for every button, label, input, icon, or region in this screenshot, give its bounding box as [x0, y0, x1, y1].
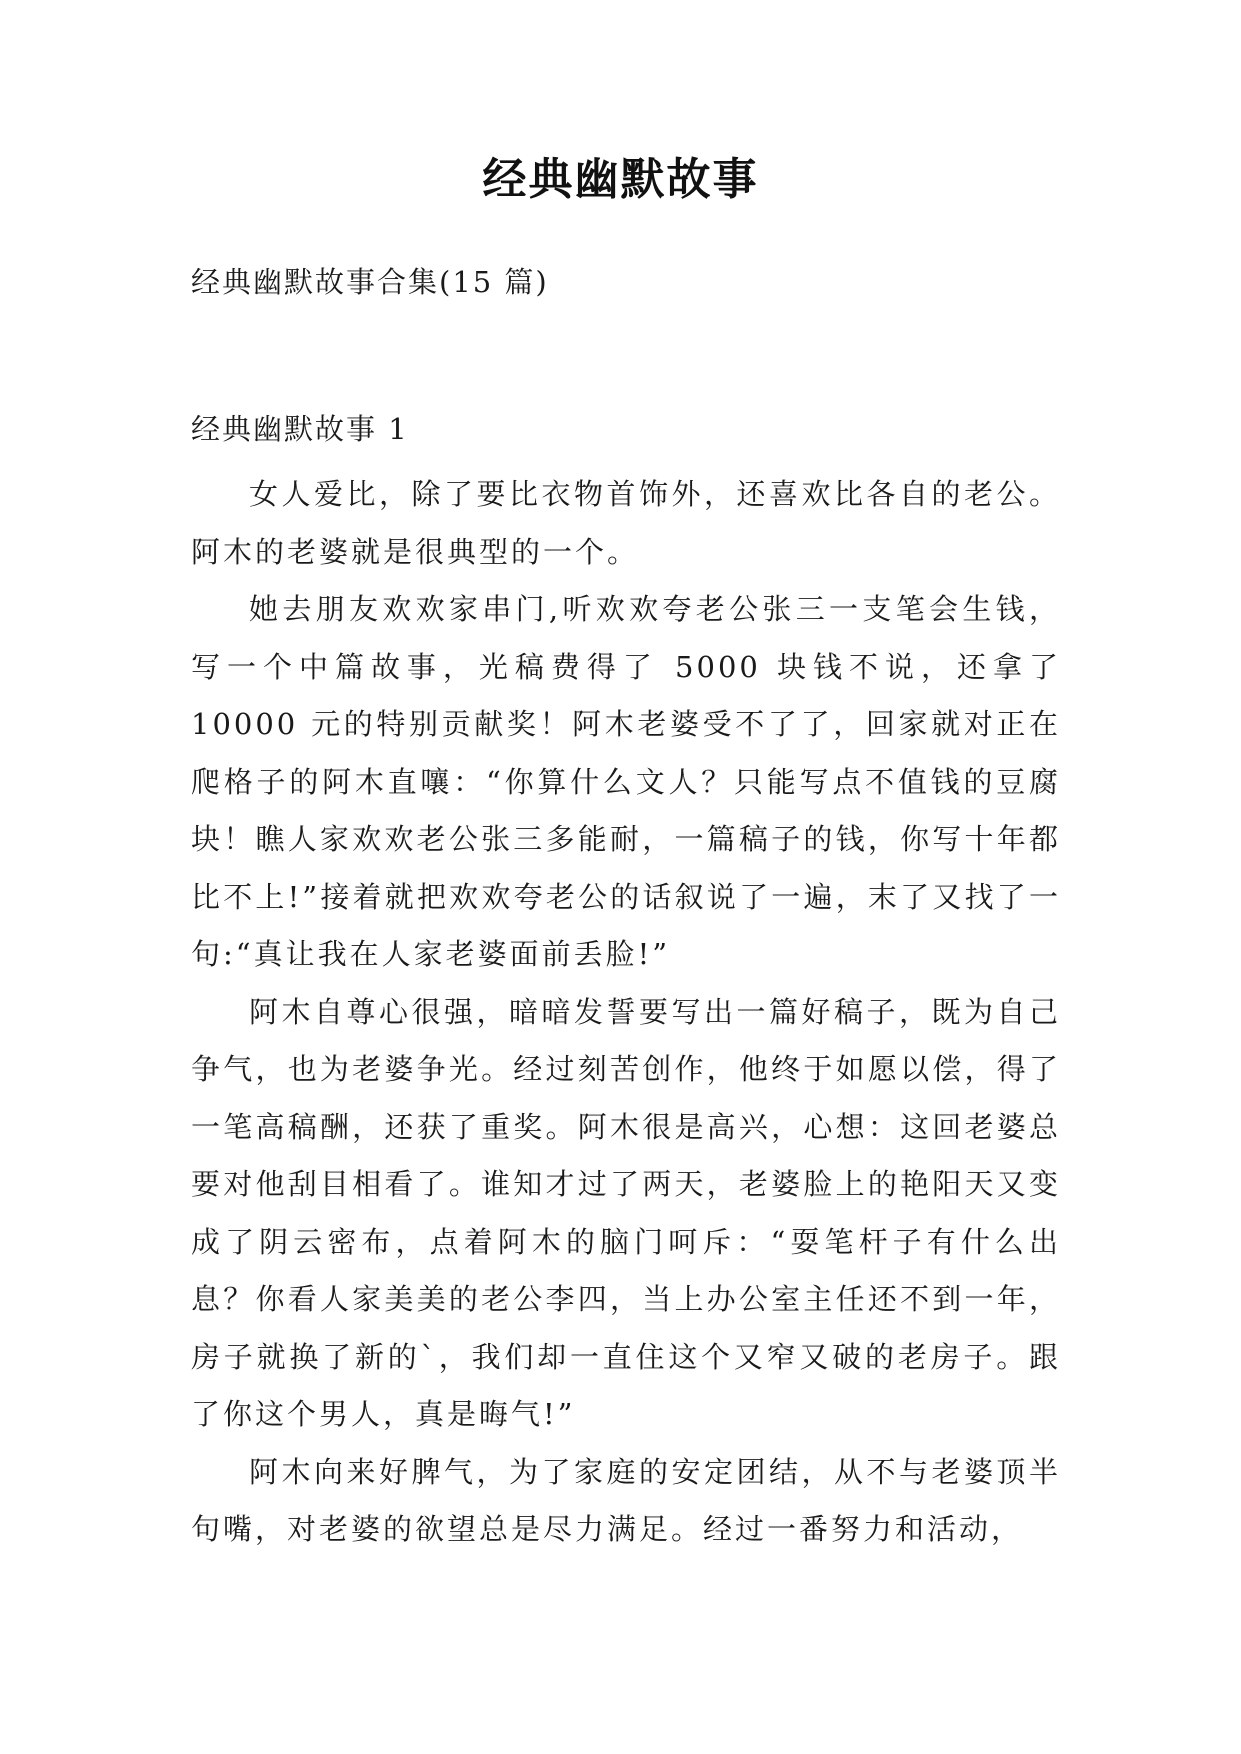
paragraph: 女人爱比，除了要比衣物首饰外，还喜欢比各自的老公。阿木的老婆就是很典型的一个。: [191, 477, 1061, 569]
paragraph: 她去朋友欢欢家串门,听欢欢夸老公张三一支笔会生钱，写一个中篇故事，光稿费得了 5000 块钱不说，还拿了 10000 元的特别贡献奖！阿木老婆受不了了，回家就对正在爬格子的阿木直嚷：“你算什么文人？只能写点不值钱的豆腐块！瞧人家欢欢老公张三多能耐，一篇稿子的钱，你写十年都比不上!”接着就把欢欢夸老公的话叙说了一遍，末了又找了一句:“真让我在人家老婆面前丢脸!”: [191, 592, 1061, 971]
document-title: 经典幽默故事: [482, 154, 759, 205]
collection-subtitle: 经典幽默故事合集(15 篇): [191, 265, 549, 299]
paragraph: 阿木向来好脾气，为了家庭的安定团结，从不与老婆顶半句嘴，对老婆的欲望总是尽力满足。经过一番努力和活动，: [191, 1454, 1061, 1546]
paragraph: 阿木自尊心很强，暗暗发誓要写出一篇好稿子，既为自己争气，也为老婆争光。经过刻苦创作，他终于如愿以偿，得了一笔高稿酬，还获了重奖。阿木很是高兴，心想：这回老婆总要对他刮目相看了。谁知才过了两天，老婆脸上的艳阳天又变成了阴云密布，点着阿木的脑门呵斥：“耍笔杆子有什么出息？你看人家美美的老公李四，当上办公室主任还不到一年，房子就换了新的`，我们却一直住这个又窄又破的老房子。跟了你这个男人，真是晦气!”: [191, 994, 1061, 1431]
story-body: [191, 466, 1061, 1559]
story-heading: 经典幽默故事 1: [191, 412, 409, 446]
